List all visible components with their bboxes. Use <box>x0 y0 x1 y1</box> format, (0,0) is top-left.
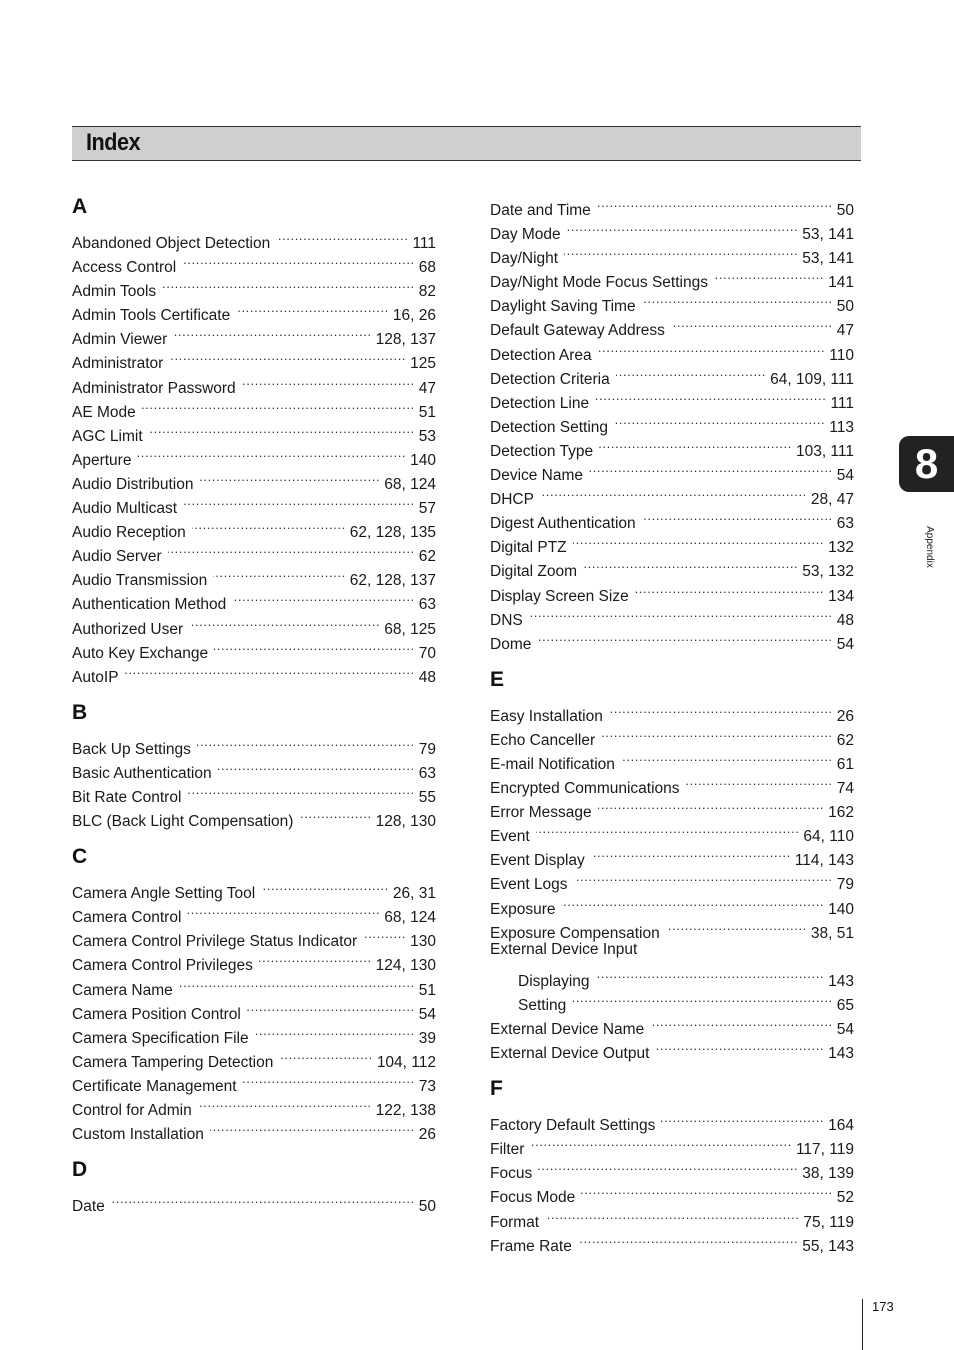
dot-leader <box>591 841 791 865</box>
index-pages: 64, 110 <box>803 828 854 846</box>
dot-leader <box>218 754 415 778</box>
index-term: Exposure <box>490 900 556 918</box>
index-term: Authentication Method <box>72 596 227 614</box>
index-pages: 54 <box>836 635 854 653</box>
dot-leader <box>276 224 408 248</box>
dot-leader <box>189 610 380 634</box>
index-term: Format <box>490 1213 540 1231</box>
dot-leader <box>595 384 826 408</box>
dot-leader <box>247 995 415 1019</box>
index-entry <box>490 625 854 653</box>
index-pages: 53, 141 <box>802 250 854 268</box>
section-letter: B <box>72 700 88 724</box>
index-term: Day Mode <box>490 226 561 244</box>
index-pages: 50 <box>836 298 854 316</box>
index-term: Focus Mode <box>490 1189 576 1207</box>
index-term: Daylight Saving Time <box>490 298 636 316</box>
index-term: Administrator Password <box>72 379 236 397</box>
index-term: Detection Criteria <box>490 370 610 388</box>
dot-leader <box>187 898 380 922</box>
index-term: External Device Output <box>490 1045 650 1063</box>
dot-leader <box>179 971 415 995</box>
index-pages: 130 <box>410 933 436 951</box>
index-pages: 55 <box>418 788 436 806</box>
index-term: Access Control <box>72 259 177 277</box>
index-pages: 63 <box>418 596 436 614</box>
index-pages: 61 <box>836 755 854 773</box>
index-pages: 54 <box>418 1005 436 1023</box>
index-term: Audio Transmission <box>72 572 208 590</box>
index-entry <box>490 1130 854 1159</box>
index-term: BLC (Back Light Compensation) <box>72 813 294 831</box>
dot-leader <box>598 793 824 817</box>
index-pages: 63 <box>836 515 854 533</box>
dot-leader <box>537 625 832 649</box>
index-entry <box>490 191 854 219</box>
index-pages: 132 <box>828 539 854 557</box>
index-pages: 140 <box>828 900 854 918</box>
index-term: Abandoned Object Detection <box>72 235 271 252</box>
dot-leader <box>642 504 833 528</box>
index-term: Display Screen Size <box>490 587 629 605</box>
index-term: Detection Type <box>490 442 594 460</box>
dot-leader <box>530 1130 792 1154</box>
index-entry <box>72 224 436 252</box>
dot-leader <box>589 456 833 480</box>
dot-leader <box>214 634 415 658</box>
index-term: Event <box>490 828 530 846</box>
index-pages: 39 <box>418 1029 436 1047</box>
dot-leader <box>279 1043 373 1067</box>
dot-leader <box>198 1091 372 1115</box>
index-term: Auto Key Exchange <box>72 644 209 662</box>
index-term: Date and Time <box>490 202 591 219</box>
index-term: Certificate Management <box>72 1077 237 1095</box>
dot-leader <box>261 874 389 898</box>
index-term: Bit Rate Control <box>72 788 182 806</box>
index-pages: 51 <box>418 403 436 421</box>
index-term: Basic Authentication <box>72 764 212 782</box>
index-pages: 68 <box>418 259 436 277</box>
chapter-tab <box>899 436 954 492</box>
index-term: Control for Admin <box>72 1102 192 1119</box>
index-term: Filter <box>490 1141 525 1159</box>
index-pages: 68, 124 <box>384 909 436 927</box>
index-term: Factory Default Settings <box>490 1117 656 1135</box>
index-pages: 79 <box>836 876 854 894</box>
index-term: Event Display <box>490 852 585 870</box>
index-term: Camera Angle Setting Tool <box>72 885 256 903</box>
index-term: Dome <box>490 635 532 653</box>
index-term: Audio Multicast <box>72 500 178 518</box>
index-entry <box>490 480 854 509</box>
dot-leader <box>596 962 825 986</box>
index-term: Detection Line <box>490 394 590 412</box>
index-term: E-mail Notification <box>490 755 615 773</box>
index-entry <box>72 874 436 903</box>
dot-leader <box>583 552 798 576</box>
dot-leader <box>572 986 832 1010</box>
index-entry <box>490 817 854 846</box>
dot-leader <box>183 489 415 513</box>
dot-leader <box>540 480 807 504</box>
index-pages: 124, 130 <box>375 957 436 975</box>
index-pages: 62 <box>836 731 854 749</box>
index-term: Camera Name <box>72 981 173 999</box>
index-pages: 53, 132 <box>802 563 854 581</box>
dot-leader <box>686 769 833 793</box>
index-term: Digital Zoom <box>490 563 577 581</box>
index-term: Detection Area <box>490 346 592 364</box>
dot-leader <box>149 417 415 441</box>
index-pages: 110 <box>829 346 854 364</box>
dot-leader <box>621 745 833 769</box>
index-pages: 74 <box>836 780 854 798</box>
dot-leader <box>232 585 415 609</box>
index-pages: 141 <box>828 274 854 292</box>
index-pages: 82 <box>418 283 436 301</box>
index-pages: 111 <box>830 394 854 412</box>
index-term: Displaying <box>518 972 590 990</box>
section-letter: F <box>490 1077 503 1101</box>
dot-leader <box>661 1106 824 1130</box>
index-term: Admin Tools <box>72 283 157 301</box>
index-term: Camera Tampering Detection <box>72 1053 274 1071</box>
dot-leader <box>650 1010 833 1034</box>
index-pages: 52 <box>836 1189 854 1207</box>
index-term: Digest Authentication <box>490 515 636 533</box>
index-pages: 47 <box>418 379 436 397</box>
index-term: External Device Input <box>490 940 638 958</box>
index-term: Setting <box>518 996 567 1014</box>
dot-leader <box>655 1034 824 1058</box>
dot-leader <box>616 360 766 384</box>
index-pages: 38, 51 <box>810 924 854 942</box>
index-term: Camera Position Control <box>72 1005 241 1023</box>
index-pages: 16, 26 <box>392 307 436 325</box>
index-pages: 26, 31 <box>392 885 436 903</box>
dot-leader <box>545 1203 799 1227</box>
dot-leader <box>561 890 824 914</box>
index-pages: 26 <box>836 707 854 725</box>
index-entry <box>490 697 854 725</box>
dot-leader <box>536 817 800 841</box>
chapter-number: 8 <box>914 440 939 487</box>
dot-leader <box>169 344 406 368</box>
page-number-rule <box>862 1299 863 1350</box>
index-entry <box>72 730 436 758</box>
dot-leader <box>363 922 406 946</box>
index-term: Camera Control <box>72 909 182 927</box>
index-term: DHCP <box>490 491 534 509</box>
dot-leader <box>538 1154 798 1178</box>
dot-leader <box>182 248 415 272</box>
index-pages: 62, 128, 137 <box>349 572 436 590</box>
index-pages: 79 <box>418 740 436 758</box>
dot-leader <box>173 320 371 344</box>
index-pages: 64, 109, 111 <box>770 370 854 388</box>
dot-leader <box>564 239 798 263</box>
index-entry <box>490 938 854 962</box>
dot-leader <box>168 537 415 561</box>
index-pages: 48 <box>836 611 854 629</box>
dot-leader <box>197 730 415 754</box>
dot-leader <box>714 263 824 287</box>
dot-leader <box>199 465 380 489</box>
index-pages: 70 <box>418 644 436 662</box>
dot-leader <box>259 946 372 970</box>
index-term: Back Up Settings <box>72 740 191 758</box>
index-term: Camera Control Privilege Status Indicator <box>72 933 358 951</box>
index-pages: 140 <box>410 451 436 469</box>
index-pages: 38, 139 <box>802 1165 854 1183</box>
dot-leader <box>598 336 826 360</box>
dot-leader <box>567 215 799 239</box>
index-term: Authorized User <box>72 620 184 638</box>
dot-leader <box>213 561 346 585</box>
index-pages: 63 <box>418 764 436 782</box>
index-pages: 48 <box>418 668 436 686</box>
index-term: Admin Tools Certificate <box>72 307 231 325</box>
index-column-left <box>72 190 436 1216</box>
index-term: External Device Name <box>490 1021 645 1038</box>
index-pages: 57 <box>418 500 436 518</box>
index-entry <box>490 962 854 990</box>
dot-leader <box>299 802 371 826</box>
dot-leader <box>666 914 807 938</box>
index-pages: 103, 111 <box>795 442 854 460</box>
chapter-label: Appendix <box>924 526 935 568</box>
index-pages: 114, 143 <box>794 852 854 870</box>
dot-leader <box>578 1227 798 1251</box>
index-term: Aperture <box>72 451 132 469</box>
index-term: Easy Installation <box>490 707 603 725</box>
dot-leader <box>243 1067 415 1091</box>
index-title-bar <box>72 126 861 161</box>
index-pages: 164 <box>828 1117 854 1135</box>
index-pages: 117, 119 <box>795 1141 854 1159</box>
index-pages: 50 <box>836 202 854 219</box>
index-pages: 104, 112 <box>376 1053 436 1071</box>
index-entry <box>72 1187 436 1216</box>
index-pages: 28, 47 <box>810 491 854 509</box>
dot-leader <box>187 778 414 802</box>
dot-leader <box>137 441 406 465</box>
index-term: Day/Night Mode Focus Settings <box>490 274 708 292</box>
index-term: Focus <box>490 1165 533 1183</box>
index-entry <box>490 1203 854 1231</box>
index-entry <box>490 601 854 629</box>
index-term: Error Message <box>490 804 592 822</box>
index-term: Custom Installation <box>72 1126 204 1144</box>
dot-leader <box>529 601 833 625</box>
index-term: Encrypted Communications <box>490 780 680 798</box>
index-term: Echo Canceller <box>490 731 596 749</box>
index-pages: 75, 119 <box>803 1213 854 1231</box>
dot-leader <box>255 1019 415 1043</box>
index-pages: 73 <box>418 1077 436 1095</box>
index-pages: 62, 128, 135 <box>349 524 436 542</box>
dot-leader <box>599 432 792 456</box>
index-pages: 54 <box>836 467 854 485</box>
index-pages: 50 <box>418 1198 436 1216</box>
index-pages: 111 <box>412 235 436 252</box>
index-term: Audio Distribution <box>72 475 194 493</box>
index-pages: 51 <box>418 981 436 999</box>
index-term: Camera Control Privileges <box>72 957 253 975</box>
index-term: AE Mode <box>72 403 136 421</box>
index-pages: 134 <box>828 587 854 605</box>
page-number: 173 <box>872 1299 894 1314</box>
index-pages: 143 <box>828 972 854 990</box>
page-title: Index <box>86 129 141 156</box>
index-entry <box>490 504 854 533</box>
index-term: AGC Limit <box>72 427 143 445</box>
index-pages: 26 <box>418 1126 436 1144</box>
index-pages: 62 <box>418 548 436 566</box>
index-term: Audio Server <box>72 548 162 566</box>
index-term: Digital PTZ <box>490 539 567 557</box>
dot-leader <box>601 721 833 745</box>
dot-leader <box>609 697 833 721</box>
index-pages: 143 <box>828 1045 854 1063</box>
index-pages: 128, 130 <box>375 813 436 831</box>
section-letter: C <box>72 845 88 869</box>
dot-leader <box>242 369 415 393</box>
index-term: Audio Reception <box>72 524 186 542</box>
index-term: Date <box>72 1198 105 1216</box>
index-term: Detection Setting <box>490 418 609 436</box>
index-pages: 55, 143 <box>802 1237 854 1255</box>
index-entry <box>490 1178 854 1207</box>
dot-leader <box>597 191 833 215</box>
index-entry <box>72 658 436 686</box>
index-pages: 53, 141 <box>802 226 854 244</box>
index-term: Admin Viewer <box>72 331 168 349</box>
index-entry <box>490 1106 854 1135</box>
dot-leader <box>142 393 415 417</box>
index-pages: 65 <box>836 996 854 1014</box>
dot-leader <box>581 1178 832 1202</box>
index-term: Device Name <box>490 467 584 485</box>
dot-leader <box>671 311 833 335</box>
index-term: Event Logs <box>490 876 568 894</box>
index-pages: 125 <box>410 355 436 373</box>
index-pages: 128, 137 <box>375 331 436 349</box>
index-term: Camera Specification File <box>72 1029 249 1047</box>
index-pages: 162 <box>828 804 854 822</box>
index-pages: 122, 138 <box>375 1102 436 1119</box>
dot-leader <box>574 865 833 889</box>
dot-leader <box>111 1187 415 1211</box>
index-pages: 47 <box>836 322 854 340</box>
dot-leader <box>642 287 833 311</box>
index-term: Frame Rate <box>490 1237 572 1255</box>
dot-leader <box>192 513 346 537</box>
dot-leader <box>614 408 825 432</box>
index-term: Day/Night <box>490 250 559 268</box>
index-term: Exposure Compensation <box>490 924 660 942</box>
dot-leader <box>573 528 824 552</box>
index-pages: 53 <box>418 427 436 445</box>
index-pages: 113 <box>829 418 854 436</box>
index-pages: 68, 124 <box>384 475 436 493</box>
dot-leader <box>210 1115 415 1139</box>
dot-leader <box>162 272 415 296</box>
dot-leader <box>125 658 415 682</box>
section-letter: A <box>72 195 88 218</box>
section-letter: E <box>490 667 505 691</box>
index-term: Default Gateway Address <box>490 322 665 340</box>
section-letter: D <box>72 1158 88 1182</box>
index-term: DNS <box>490 611 523 629</box>
index-pages: 68, 125 <box>384 620 436 638</box>
index-term: Administrator <box>72 355 164 373</box>
index-term: AutoIP <box>72 668 119 686</box>
index-column-right <box>490 191 854 1255</box>
dot-leader <box>236 296 389 320</box>
index-pages: 54 <box>836 1021 854 1038</box>
dot-leader <box>635 577 824 601</box>
